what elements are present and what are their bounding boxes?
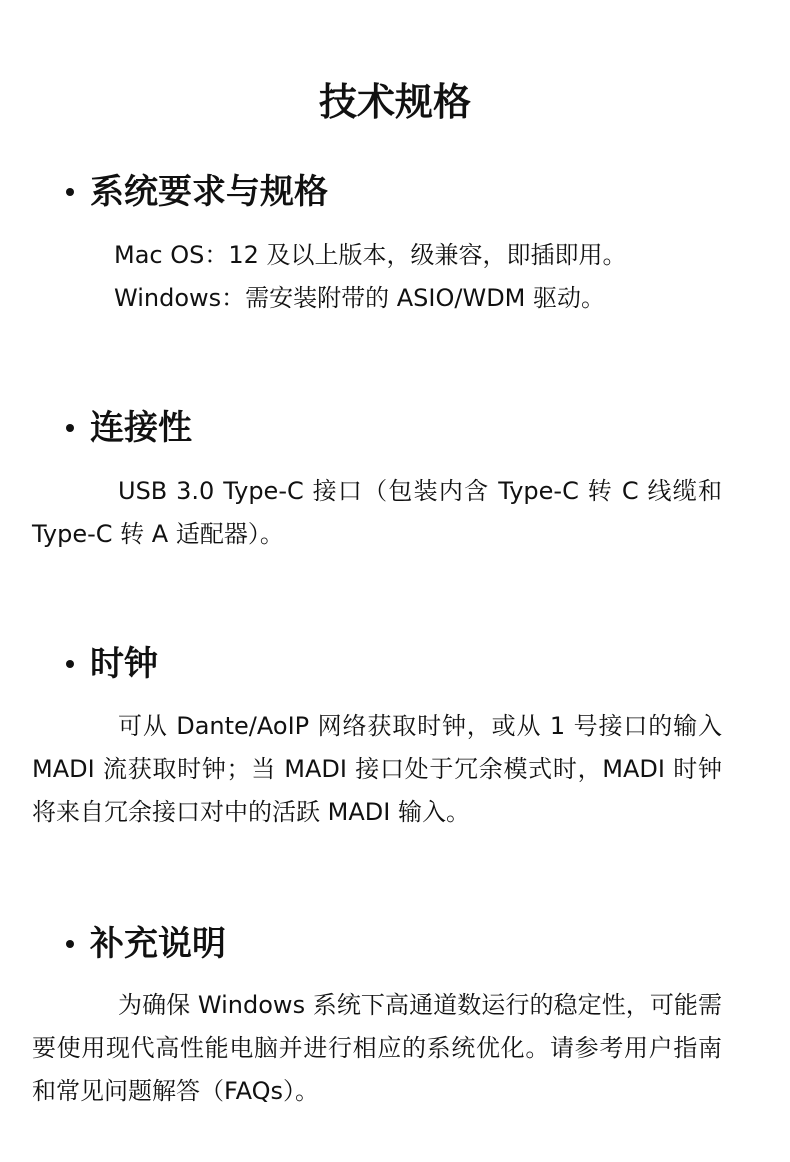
section-heading-label: 连接性 bbox=[90, 408, 192, 448]
section-heading-connectivity bbox=[66, 406, 192, 450]
bullet-icon bbox=[66, 188, 74, 196]
section-heading-label: 系统要求与规格 bbox=[90, 172, 328, 212]
section-heading-label: 补充说明 bbox=[90, 924, 226, 964]
section-heading-label: 时钟 bbox=[90, 644, 158, 684]
section-heading-additional-notes bbox=[66, 922, 226, 966]
additional-notes-description: 为确保 Windows 系统下高通道数运行的稳定性，可能需要使用现代高性能电脑并进行相应的系统优化。请参考用户指南和常见问题解答（FAQs）。 bbox=[32, 991, 722, 1105]
bullet-icon bbox=[66, 660, 74, 668]
mac-os-requirement: Mac OS：12 及以上版本，级兼容，即插即用。 bbox=[114, 241, 627, 269]
connectivity-description: USB 3.0 Type-C 接口（包装内含 Type-C 转 C 线缆和 Type-C 转 A 适配器）。 bbox=[32, 477, 722, 548]
page-title: 技术规格 bbox=[318, 80, 471, 124]
bullet-icon bbox=[66, 424, 74, 432]
section-heading-clock bbox=[66, 642, 158, 686]
section-heading-system-requirements bbox=[66, 170, 328, 214]
bullet-icon bbox=[66, 940, 74, 948]
windows-requirement: Windows：需安装附带的 ASIO/WDM 驱动。 bbox=[114, 284, 606, 312]
clock-description: 可从 Dante/AoIP 网络获取时钟，或从 1 号接口的输入 MADI 流获取时钟；当 MADI 接口处于冗余模式时，MADI 时钟将来自冗余接口对中的活跃 MADI 输入。 bbox=[32, 712, 722, 826]
